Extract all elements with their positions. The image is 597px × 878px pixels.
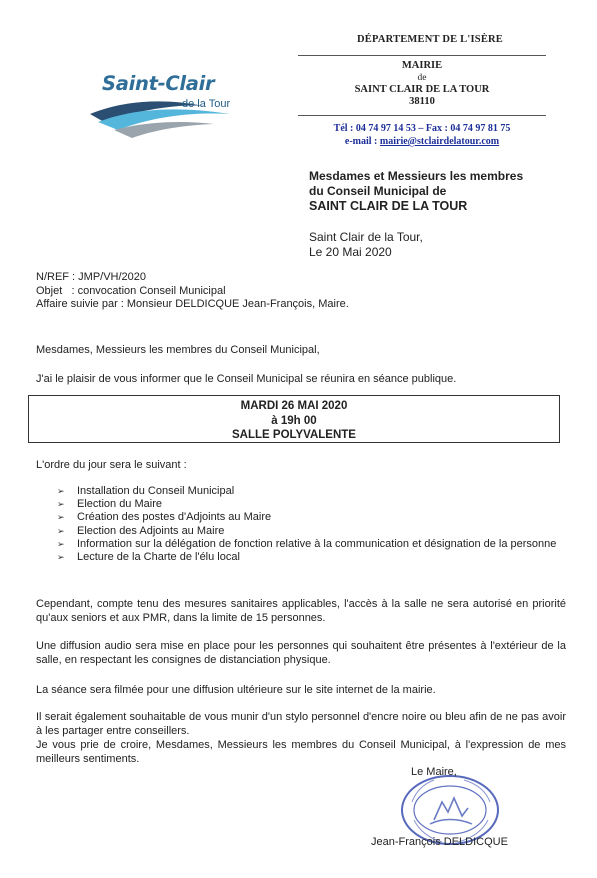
email-link[interactable]: mairie@stclairdelatour.com [379,136,500,147]
closing-paragraph: Je vous prie de croire, Mesdames, Messieurs les membres du Conseil Municipal, à l'expression de mes meilleurs sentiments. [36,739,566,765]
arrow-bullet-icon: ➢ [57,486,65,496]
signature-name: Jean-François DELDICQUE [371,836,508,848]
arrow-bullet-icon: ➢ [57,552,65,563]
mairie-line3: SAINT CLAIR DE LA TOUR [354,84,490,95]
arrow-bullet-icon: ➢ [57,525,65,536]
contact-block [298,122,546,148]
intro-paragraph: J'ai le plaisir de vous informer que le Conseil Municipal se réunira en séance publique. [36,373,457,385]
mairie-block [298,60,546,108]
agenda-item: ➢ Lecture de la Charte de l'élu local [57,551,240,564]
date: Le 20 Mai 2020 [309,245,392,259]
place: Saint Clair de la Tour, [309,230,423,244]
arrow-bullet-icon: ➢ [57,499,65,510]
ref-number: N/REF : JMP/VH/2020 [36,271,147,283]
logo-title: Saint-Clair [102,72,215,95]
email-label: e-mail : [344,136,380,147]
header-divider-bottom [298,115,546,116]
addressee-line2: du Conseil Municipal de [309,184,447,198]
agenda-item: ➢ Installation du Conseil Municipal [57,485,235,497]
meeting-date: MARDI 26 MAI 2020 [240,400,348,412]
agenda-intro: L'ordre du jour sera le suivant : [36,459,187,471]
video-paragraph: La séance sera filmée pour une diffusion ultérieure sur le site internet de la mairie. [36,684,436,696]
ref-affaire: Affaire suivie par : Monsieur DELDICQUE Jean-François, Maire. [36,298,349,310]
agenda-item: ➢ Election des Adjoints au Maire [57,524,225,537]
ref-object: Objet : convocation Conseil Municipal [36,284,226,297]
pen-paragraph: Il serait également souhaitable de vous munir d'un stylo personnel d'encre noire ou bleu afin de ne pas avoir à les partager entre conseillers. [36,711,566,737]
meeting-time: à 19h 00 [271,414,317,427]
addressee-block [309,169,523,214]
agenda-item: ➢ Information sur la délégation de fonction relative à la communication et désignation de la personne [57,537,557,550]
department-header: DÉPARTEMENT DE L'ISÈRE [357,34,504,45]
agenda-item: ➢ Création des postes d'Adjoints au Maire [57,511,272,524]
agenda-item: ➢ Election du Maire [57,498,162,511]
meeting-location: SALLE POLYVALENTE [232,429,356,441]
arrow-bullet-icon: ➢ [57,512,65,523]
phone-fax: Tél : 04 74 97 14 53 – Fax : 04 74 97 81 75 [333,123,511,134]
arrow-bullet-icon: ➢ [57,538,65,549]
addressee-line1: Mesdames et Messieurs les membres [309,169,524,183]
references-block [36,271,349,312]
greeting: Mesdames, Messieurs les membres du Conseil Municipal, [36,344,320,356]
postcode: 38110 [409,96,435,107]
addressee-line3: SAINT CLAIR DE LA TOUR [309,199,468,213]
agenda-list [57,485,557,564]
mairie-line1: MAIRIE [401,60,443,71]
header-divider-top [298,55,546,56]
mairie-line2: de [417,73,427,83]
sanitary-paragraph: Cependant, compte tenu des mesures sanitaires applicables, l'accès à la salle ne sera autorisé en priorité qu'aux seniors et aux PMR, dans la limite de 15 personnes. [36,598,566,624]
logo-subtitle: de la Tour [182,98,231,110]
signature-title: Le Maire, [411,766,457,778]
audio-paragraph: Une diffusion audio sera mise en place pour les personnes qui souhaitent être présentes à l'extérieur de la salle, en respectant les consignes de distanciation physique. [36,640,566,666]
place-date [309,230,423,260]
meeting-details-box [28,395,560,443]
